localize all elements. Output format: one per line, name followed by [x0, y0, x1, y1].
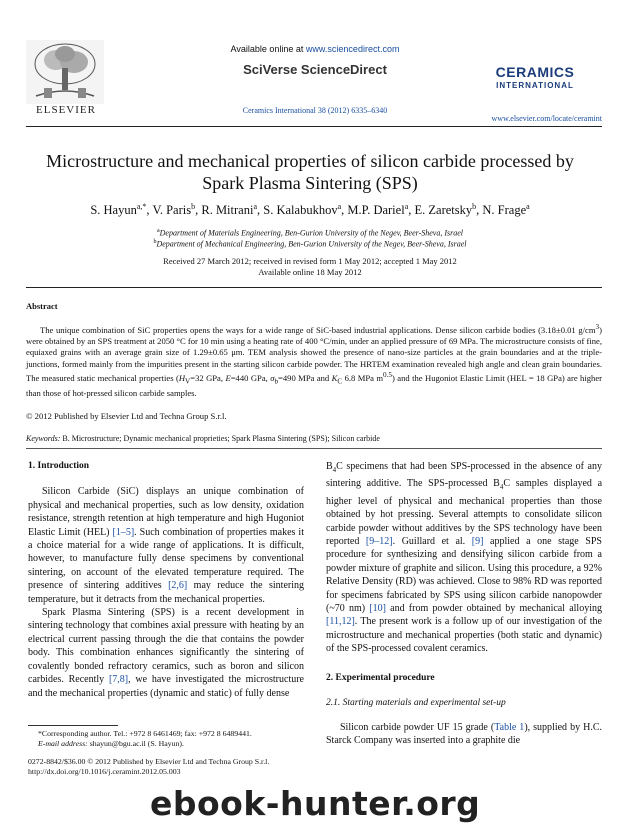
- author-list: S. Hayun$^{a,*}$, V. Paris$^b$, R. Mitrani$^a$, S. Kalabukhov$^a$, M.P. Dariel$^a$, E. Zaretsky$^b$, N. Frage$^a$: [90, 202, 530, 218]
- table-link[interactable]: Table 1: [494, 721, 525, 733]
- citation-link[interactable]: [7,8]: [108, 674, 129, 686]
- publisher-name: ELSEVIER: [36, 104, 96, 116]
- citation-link[interactable]: [10]: [369, 603, 386, 615]
- journal-name-line2: INTERNATIONAL: [496, 81, 574, 90]
- header-divider: [26, 126, 602, 127]
- sciencedirect-link[interactable]: www.sciencedirect.com: [305, 44, 400, 54]
- author: V. Paris$^b$: [152, 202, 196, 218]
- journal-logo: [470, 64, 600, 90]
- journal-name-line1: CERAMICS: [495, 64, 575, 80]
- citation-link[interactable]: [9–12]: [365, 536, 393, 548]
- abstract-copyright: © 2012 Published by Elsevier Ltd and Techna Group S.r.l.: [26, 411, 227, 421]
- received-dates: Received 27 March 2012; received in revised form 1 May 2012; accepted 1 May 2012: [163, 256, 457, 266]
- author: M.P. Dariel$^a$: [347, 202, 409, 218]
- available-online-line: [200, 44, 430, 54]
- watermark-text: ebook-hunter.org: [150, 784, 481, 823]
- author: R. Mitrani$^a$: [201, 202, 258, 218]
- keywords-label: Keywords:: [26, 434, 61, 443]
- abstract-divider-top: [26, 287, 602, 288]
- paragraph: Spark Plasma Sintering (SPS) is a recent development in sintering technology that combines axial pressure with heating by an electrical current passing through the die that contains the powder body. This combination enhances significantly the sintering of covalently bonded refractory ceramics, such as boron and silicon carbides. Recently [7,8], we have investigated the microstructure and the mechanical properties (dynamic and static) of fully dense: [28, 607, 304, 699]
- abstract-text: The unique combination of SiC properties opens the ways for a wide range of SiC-based industrial applications. Dense silicon carbide bodies (3.18±0.01 $g/cm^3$) were obtained by an SPS treatment at 2050 °C for 10 min using a heating rate of 400 °C/min, under an applied pressure of 69 MPa. The microstructure consists of fine, equiaxed grains with an average grain size of 1.29±0.65 μm. TEM analysis showed the presence of nano-size particles at the grain boundaries and at the triple-junctions, formed mainly from the impurities present in the starting silicon carbide powder. The HRTEM examination revealed high angle and clean grain boundaries. The measured static mechanical properties ($H_V=32$ GPa, E=440 GPa, $\sigma_b=490$ MPa and $K_C$ 6.8 MPa $m^{0.5}$) and the Hugoniot Elastic Limit (HEL = 18 GPa) are higher than those of hot-pressed silicon carbide samples.: [26, 323, 603, 398]
- author: E. Zaretsky$^b$: [414, 202, 477, 218]
- keywords-text: B. Microstructure; Dynamic mechanical proprieties; Spark Plasma Sintering (SPS); Silicon carbide: [60, 434, 380, 443]
- available-prefix: Available online at: [230, 44, 306, 54]
- keywords: [26, 434, 602, 443]
- affiliation-b: $^b$Department of Mechanical Engineering, Ben-Gurion University of the Negev, Beer-Sheva, Israel: [153, 239, 467, 249]
- author: N. Frage$^a$: [482, 202, 530, 218]
- page-header: [0, 0, 620, 124]
- section-heading-introduction: 1. Introduction: [28, 461, 90, 471]
- citation-link[interactable]: [1–5]: [112, 526, 135, 538]
- body-column-right: [326, 460, 602, 747]
- affiliation-a: $^a$Department of Materials Engineering, Ben-Gurion University of the Negev, Beer-Sheva, Israel: [156, 228, 464, 238]
- keywords-divider: [26, 448, 602, 449]
- paragraph: $B_4C$ specimens that had been SPS-processed in the absence of any sintering additive. The SPS-processed $B_4C$ samples displayed a higher level of physical and mechanical properties than those obtained by hot pressing. Several attempts to consolidate silicon carbide powder without additives by the SPS technology have been reported [9–12]. Guillard et al. [9] applied a one stage SPS procedure for synthesizing and densifying silicon carbide from a powder mixture of graphite and silicon. Using this procedure, a 92% Relative Density (RD) was achieved. Close to 98% RD was reported for specimens fabricated by SPS using silicon carbide nanopowder (~70 nm) [10] and from powder obtained by mechanical alloying [11,12]. The present work is a follow up of our investigation of the microstructure and mechanical properties (both static and dynamic) of the SPS-processed covalent ceramics.: [326, 461, 603, 655]
- issn-doi-block: [28, 757, 388, 777]
- journal-url-link[interactable]: www.elsevier.com/locate/ceramint: [491, 114, 602, 123]
- journal-reference[interactable]: [200, 106, 430, 115]
- doi-line[interactable]: http://dx.doi.org/10.1016/j.ceramint.2012.05.003: [28, 767, 181, 776]
- citation-link[interactable]: [9]: [471, 536, 484, 548]
- elsevier-tree-logo-icon: [26, 40, 104, 104]
- paragraph: Silicon carbide powder UF 15 grade (Table 1), supplied by H.C. Starck Company was inserted into a graphite die: [326, 721, 602, 746]
- author: S. Kalabukhov$^a$: [263, 202, 342, 218]
- abstract-heading: Abstract: [26, 301, 58, 311]
- footnote-divider: [28, 725, 118, 726]
- body-column-left: [28, 460, 304, 700]
- paragraph: Silicon Carbide (SiC) displays an unique combination of physical and mechanical properties, such as low density, oxidation resistance, strength retention at high temperature and high Hugoniot Elastic Limit (HEL) [1–5]. Such combination of properties makes it a choice material for a wide range of applications. It is difficult, however, to manufacture fully dense specimens by conventional sintering, on account of the elevated temperature required. The presence of sintering additives [2,6] may reduce the sintering temperature, but it detracts from the mechanical properties.: [28, 486, 304, 605]
- journal-url[interactable]: [420, 114, 602, 123]
- issn-line: 0272-8842/$36.00 © 2012 Published by Elsevier Ltd and Techna Group S.r.l.: [28, 757, 270, 766]
- footnote-email: E-mail address: shayun@bgu.ac.il (S. Hayun).: [38, 739, 184, 748]
- footnote-contact: *Corresponding author. Tel.: +972 8 6461469; fax: +972 8 6489441.: [38, 729, 252, 738]
- subsection-heading-materials: 2.1. Starting materials and experimental set-up: [326, 698, 506, 709]
- citation-link[interactable]: [2,6]: [168, 580, 188, 592]
- section-heading-experimental: 2. Experimental procedure: [326, 672, 435, 683]
- citation-link[interactable]: [11,12]: [326, 616, 355, 628]
- article-title: Microstructure and mechanical properties of silicon carbide processed by Spark Plasma Sintering (SPS): [46, 151, 574, 193]
- platform-name: SciVerse ScienceDirect: [243, 62, 387, 77]
- corresponding-author-footnote: [28, 729, 318, 749]
- online-date: Available online 18 May 2012: [258, 267, 362, 277]
- journal-reference-link[interactable]: Ceramics International 38 (2012) 6335–6340: [242, 106, 388, 115]
- author: S. Hayun$^{a,*}$: [90, 202, 147, 218]
